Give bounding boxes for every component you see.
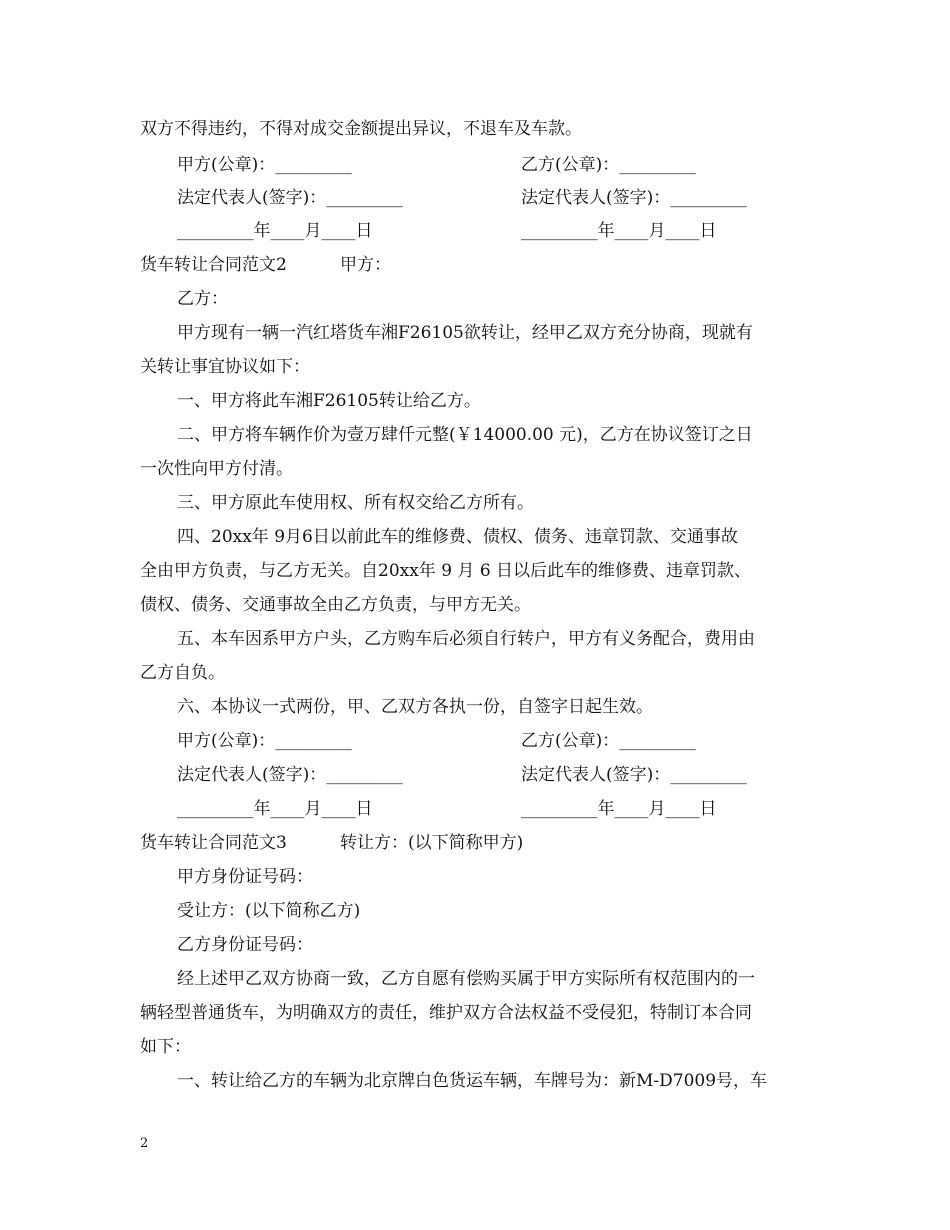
party-a-date-line: _________年____月____日	[177, 221, 373, 241]
section-title: 货车转让合同范文2	[140, 255, 287, 275]
text-line: 乙方：	[177, 289, 228, 309]
text-line: 经上述甲乙双方协商一致，乙方自愿有偿购买属于甲方实际所有权范围内的一	[177, 969, 755, 989]
text-line: 乙方身份证号码：	[177, 935, 313, 955]
text-line: 甲方：	[340, 255, 391, 275]
text-line: 全由甲方负责，与乙方无关。自20xx年 9 月 6 日以后此车的维修费、违章罚款、	[140, 561, 752, 581]
clause-line: 二、甲方将车辆作价为壹万肆仟元整(￥14000.00 元)，乙方在协议签订之日	[177, 425, 753, 445]
party-b-date-line: _________年____月____日	[521, 221, 717, 241]
text-line: 甲方身份证号码：	[177, 867, 313, 887]
text-line: 债权、债务、交通事故全由乙方负责，与甲方无关。	[140, 595, 531, 615]
clause-line: 四、20xx年 9月6日以前此车的维修费、债权、债务、违章罚款、交通事故	[177, 527, 738, 547]
clause-line: 一、甲方将此车湘F26105转让给乙方。	[177, 391, 481, 411]
clause-line: 五、本车因系甲方户头，乙方购车后必须自行转户，甲方有义务配合，费用由	[177, 629, 755, 649]
text-line: 乙方自负。	[140, 663, 225, 683]
party-a-seal-line: 甲方(公章)：_________	[177, 155, 352, 175]
text-line: 双方不得违约，不得对成交金额提出异议，不退车及车款。	[140, 119, 582, 139]
text-line: 一次性向甲方付清。	[140, 459, 293, 479]
text-line: 辆轻型普通货车，为明确双方的责任，维护双方合法权益不受侵犯，特制订本合同	[140, 1003, 752, 1023]
party-b-seal-line: 乙方(公章)：_________	[521, 155, 696, 175]
party-b-rep-signature-line: 法定代表人(签字)：_________	[521, 188, 747, 208]
clause-line: 六、本协议一式两份，甲、乙双方各执一份，自签字日起生效。	[177, 697, 653, 717]
text-line: 受让方：(以下简称乙方)	[177, 901, 361, 921]
party-a-rep-signature-line: 法定代表人(签字)：_________	[177, 765, 403, 785]
section-title: 货车转让合同范文3	[140, 833, 287, 853]
clause-line: 一、转让给乙方的车辆为北京牌白色货运车辆，车牌号为：新M-D7009号，车	[177, 1071, 768, 1091]
party-a-date-line: _________年____月____日	[177, 799, 373, 819]
text-line: 转让方：(以下简称甲方)	[340, 833, 524, 853]
party-a-rep-signature-line: 法定代表人(签字)：_________	[177, 188, 403, 208]
page-number: 2	[140, 1136, 149, 1151]
party-b-rep-signature-line: 法定代表人(签字)：_________	[521, 765, 747, 785]
party-b-seal-line: 乙方(公章)：_________	[521, 731, 696, 751]
clause-line: 三、甲方原此车使用权、所有权交给乙方所有。	[177, 493, 534, 513]
party-b-date-line: _________年____月____日	[521, 799, 717, 819]
party-a-seal-line: 甲方(公章)：_________	[177, 731, 352, 751]
text-line: 如下：	[140, 1037, 191, 1057]
text-line: 关转让事宜协议如下：	[140, 357, 310, 377]
text-line: 甲方现有一辆一汽红塔货车湘F26105欲转让，经甲乙双方充分协商，现就有	[177, 323, 753, 343]
